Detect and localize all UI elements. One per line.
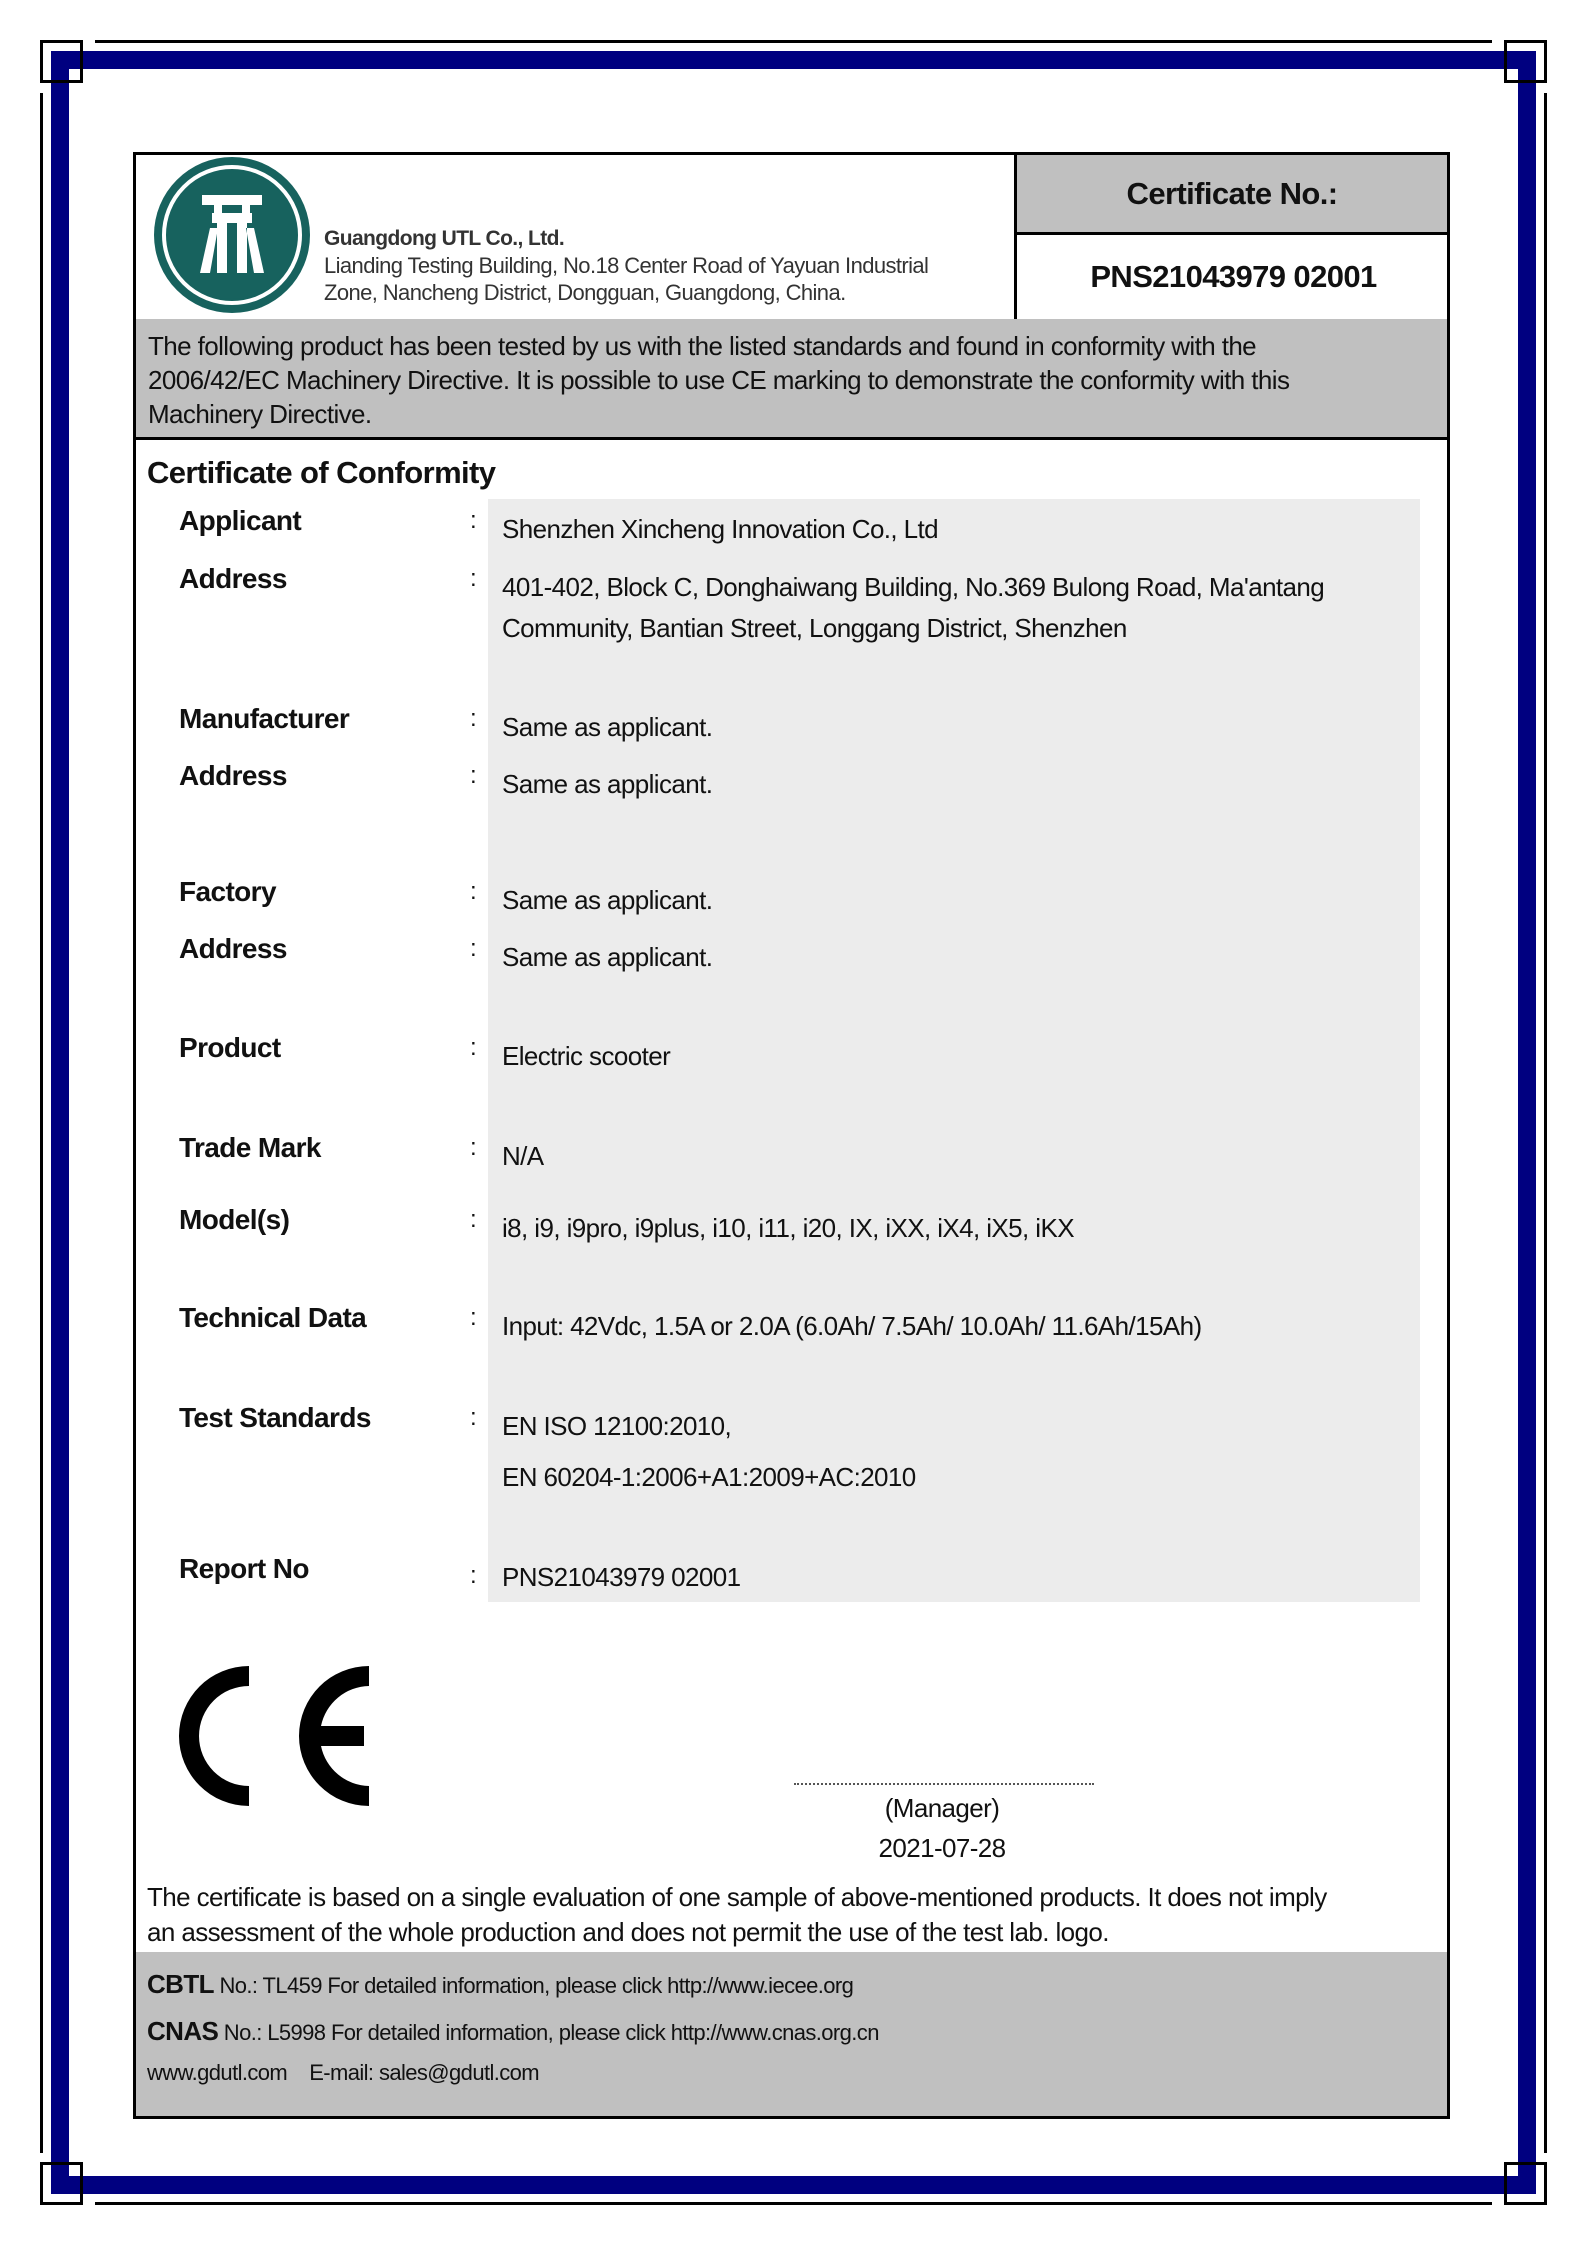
cnas-text: No.: L5998 For detailed information, please click http://www.cnas.org.cn [223, 2020, 879, 2045]
colon: : [470, 565, 477, 592]
colon: : [470, 878, 477, 905]
field-value: Same as applicant. [502, 885, 713, 915]
cbtl-name: CBTL [147, 1969, 214, 1999]
colon: : [470, 1404, 477, 1431]
colon: : [470, 1034, 477, 1061]
cbtl-line [147, 1969, 853, 2000]
colon: : [470, 762, 477, 789]
field-label: Address [179, 563, 287, 594]
field-label: Technical Data [179, 1302, 367, 1333]
colon: : [470, 1562, 477, 1589]
cert-no-label-cell [1014, 152, 1450, 235]
statement-line: The following product has been tested by us with the listed standards and found in conformity with the [148, 331, 1257, 361]
signature-date: 2021-07-28 [878, 1833, 1006, 1863]
field-label: Manufacturer [179, 703, 350, 734]
field-label: Trade Mark [179, 1132, 321, 1163]
signature-line [794, 1783, 1094, 1785]
field-label: Address [179, 760, 287, 791]
field-value: Shenzhen Xincheng Innovation Co., Ltd [502, 514, 939, 544]
cnas-line [147, 2016, 879, 2047]
field-value: 401-402, Block C, Donghaiwang Building, No.369 Bulong Road, Ma'antang [502, 572, 1325, 602]
field-value: Community, Bantian Street, Longgang District, Shenzhen [502, 613, 1127, 643]
lab-address-line2: Zone, Nancheng District, Dongguan, Guangdong, China. [324, 280, 846, 305]
field-value: PNS21043979 02001 [502, 1562, 741, 1592]
utl-logo [152, 155, 312, 315]
field-label: Model(s) [179, 1204, 290, 1235]
field-value: Same as applicant. [502, 942, 713, 972]
footer-panel [136, 1952, 1447, 2116]
disclaimer-line: The certificate is based on a single evaluation of one sample of above-mentioned products. It does not imply [147, 1882, 1327, 1912]
cert-no-label: Certificate No.: [1126, 176, 1338, 211]
field-value: Electric scooter [502, 1041, 671, 1071]
lab-name: Guangdong UTL Co., Ltd. [324, 227, 565, 250]
field-value: Same as applicant. [502, 712, 713, 742]
field-value: N/A [502, 1141, 544, 1171]
field-label: Address [179, 933, 287, 964]
contact-line: www.gdutl.com E-mail: sales@gdutl.com [147, 2060, 540, 2085]
colon: : [470, 1304, 477, 1331]
cnas-name: CNAS [147, 2016, 219, 2046]
signature-role: (Manager) [884, 1793, 1000, 1823]
field-value: Same as applicant. [502, 769, 713, 799]
field-label: Applicant [179, 505, 302, 536]
colon: : [470, 507, 477, 534]
field-value: Input: 42Vdc, 1.5A or 2.0A (6.0Ah/ 7.5Ah/ 10.0Ah/ 11.6Ah/15Ah) [502, 1311, 1202, 1341]
disclaimer-line: an assessment of the whole production and does not permit the use of the test lab. logo. [147, 1917, 1109, 1947]
colon: : [470, 935, 477, 962]
field-label: Factory [179, 876, 276, 907]
lab-address-line1: Lianding Testing Building, No.18 Center Road of Yayuan Industrial [324, 253, 929, 278]
statement-line: 2006/42/EC Machinery Directive. It is possible to use CE marking to demonstrate the conformity with this [148, 365, 1290, 395]
field-label: Report No [179, 1553, 309, 1584]
field-value: EN 60204-1:2006+A1:2009+AC:2010 [502, 1462, 916, 1492]
cbtl-text: No.: TL459 For detailed information, please click http://www.iecee.org [219, 1973, 854, 1998]
colon: : [470, 705, 477, 732]
statement-panel [136, 319, 1447, 440]
field-label: Test Standards [179, 1402, 371, 1433]
statement-line: Machinery Directive. [148, 399, 372, 429]
page-title: Certificate of Conformity [147, 455, 496, 490]
colon: : [470, 1134, 477, 1161]
field-value: i8, i9, i9pro, i9plus, i10, i11, i20, IX, iXX, iX4, iX5, iKX [502, 1213, 1074, 1243]
ce-mark-icon [179, 1666, 371, 1806]
cert-no-cell [1014, 235, 1450, 319]
cert-no: PNS21043979 02001 [1090, 259, 1377, 294]
field-label: Product [179, 1032, 281, 1063]
colon: : [470, 1206, 477, 1233]
field-value: EN ISO 12100:2010, [502, 1411, 732, 1441]
